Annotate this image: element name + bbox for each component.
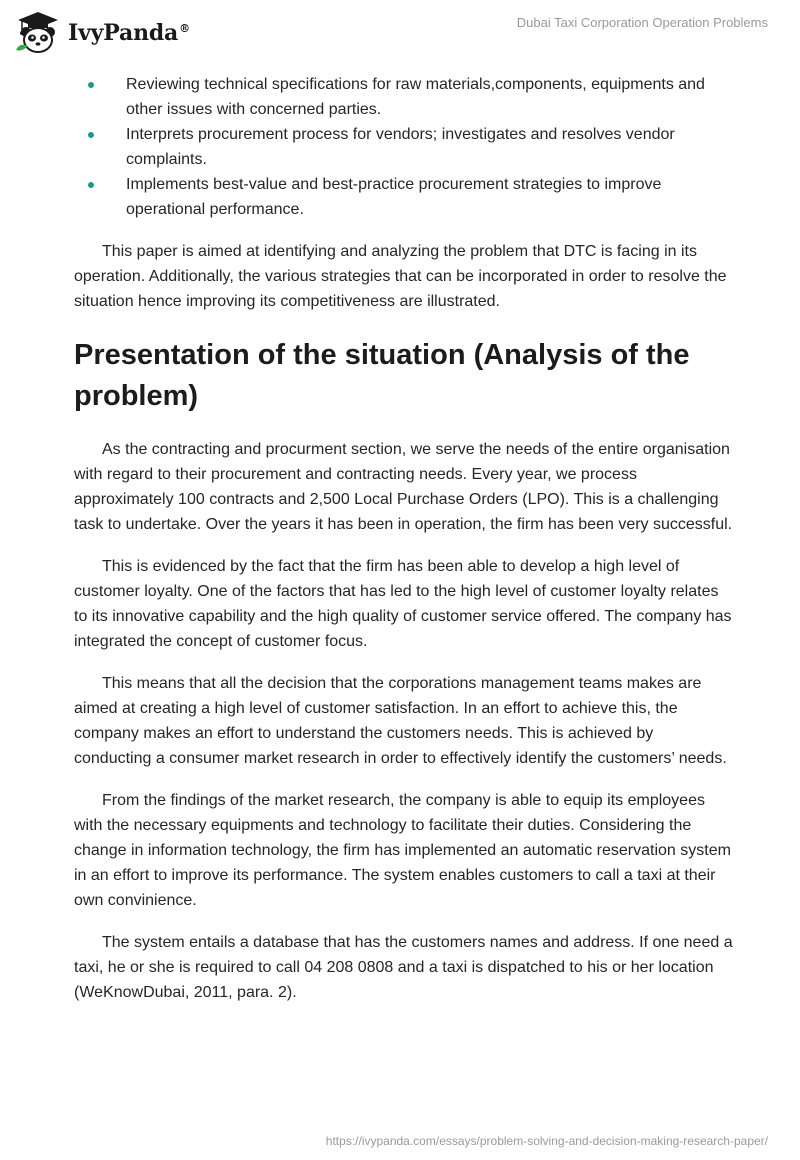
section-paragraph: As the contracting and procurment section, we serve the needs of the entire organisation with regard to their procurement and contracting needs. Every year, we process approximately 100 contracts and 2,500 Local Purchase Orders (LPO). This is a challenging task to undertake. Over the years it has been in operation, the firm has been very successful. — [74, 441, 733, 533]
bullet-icon — [88, 132, 94, 138]
intro-paragraph: This paper is aimed at identifying and analyzing the problem that DTC is facing in its operation. Additionally, the various strategies that can be incorporated in order to resolve the situation hence improving its competitiveness are illustrated. — [74, 243, 727, 310]
registered-mark: ® — [179, 21, 190, 35]
bullet-icon — [88, 82, 94, 88]
source-url-link[interactable]: https://ivypanda.com/essays/problem-solving-and-decision-making-research-paper/ — [325, 1134, 768, 1148]
list-item: Implements best-value and best-practice procurement strategies to improve operational performance. — [74, 172, 734, 222]
ivypanda-logo[interactable] — [14, 10, 190, 54]
section-paragraph: This means that all the decision that the corporations management teams makes are aimed at creating a high level of customer satisfaction. In an effort to achieve this, the company makes an effort to understand the customers needs. This is achieved by conducting a consumer market research in order to effectively identify the customers’ needs. — [74, 675, 727, 767]
responsibility-list — [74, 72, 734, 222]
section-paragraph: The system entails a database that has the customers names and address. If one need a taxi, he or she is required to call 04 208 0808 and a taxi is dispatched to his or her location (WeKnowDubai, 2011, para. 2). — [74, 934, 733, 1001]
document-title: Dubai Taxi Corporation Operation Problems — [516, 15, 768, 30]
section-heading: Presentation of the situation (Analysis of the problem) — [74, 339, 690, 412]
bullet-icon — [88, 182, 94, 188]
section-paragraph: This is evidenced by the fact that the firm has been able to develop a high level of customer loyalty. One of the factors that has led to the high level of customer loyalty relates to its innovative capability and the high quality of customer service offered. The company has integrated the concept of customer focus. — [74, 558, 732, 650]
list-item: Interprets procurement process for vendors; investigates and resolves vendor complaints. — [74, 122, 734, 172]
section-paragraph: From the findings of the market research, the company is able to equip its employees with the necessary equipments and technology to facilitate their duties. Considering the change in information technology, the firm has implemented an automatic reservation system in an effort to improve its performance. The system enables customers to call a taxi at their own convinience. — [74, 792, 731, 909]
panda-graduate-icon — [14, 10, 62, 54]
page-header — [0, 0, 800, 64]
essay-body — [74, 72, 734, 1005]
list-item: Reviewing technical specifications for raw materials,components, equipments and other issues with concerned parties. — [74, 72, 734, 122]
logo-wordmark: IvyPanda® — [68, 20, 190, 46]
